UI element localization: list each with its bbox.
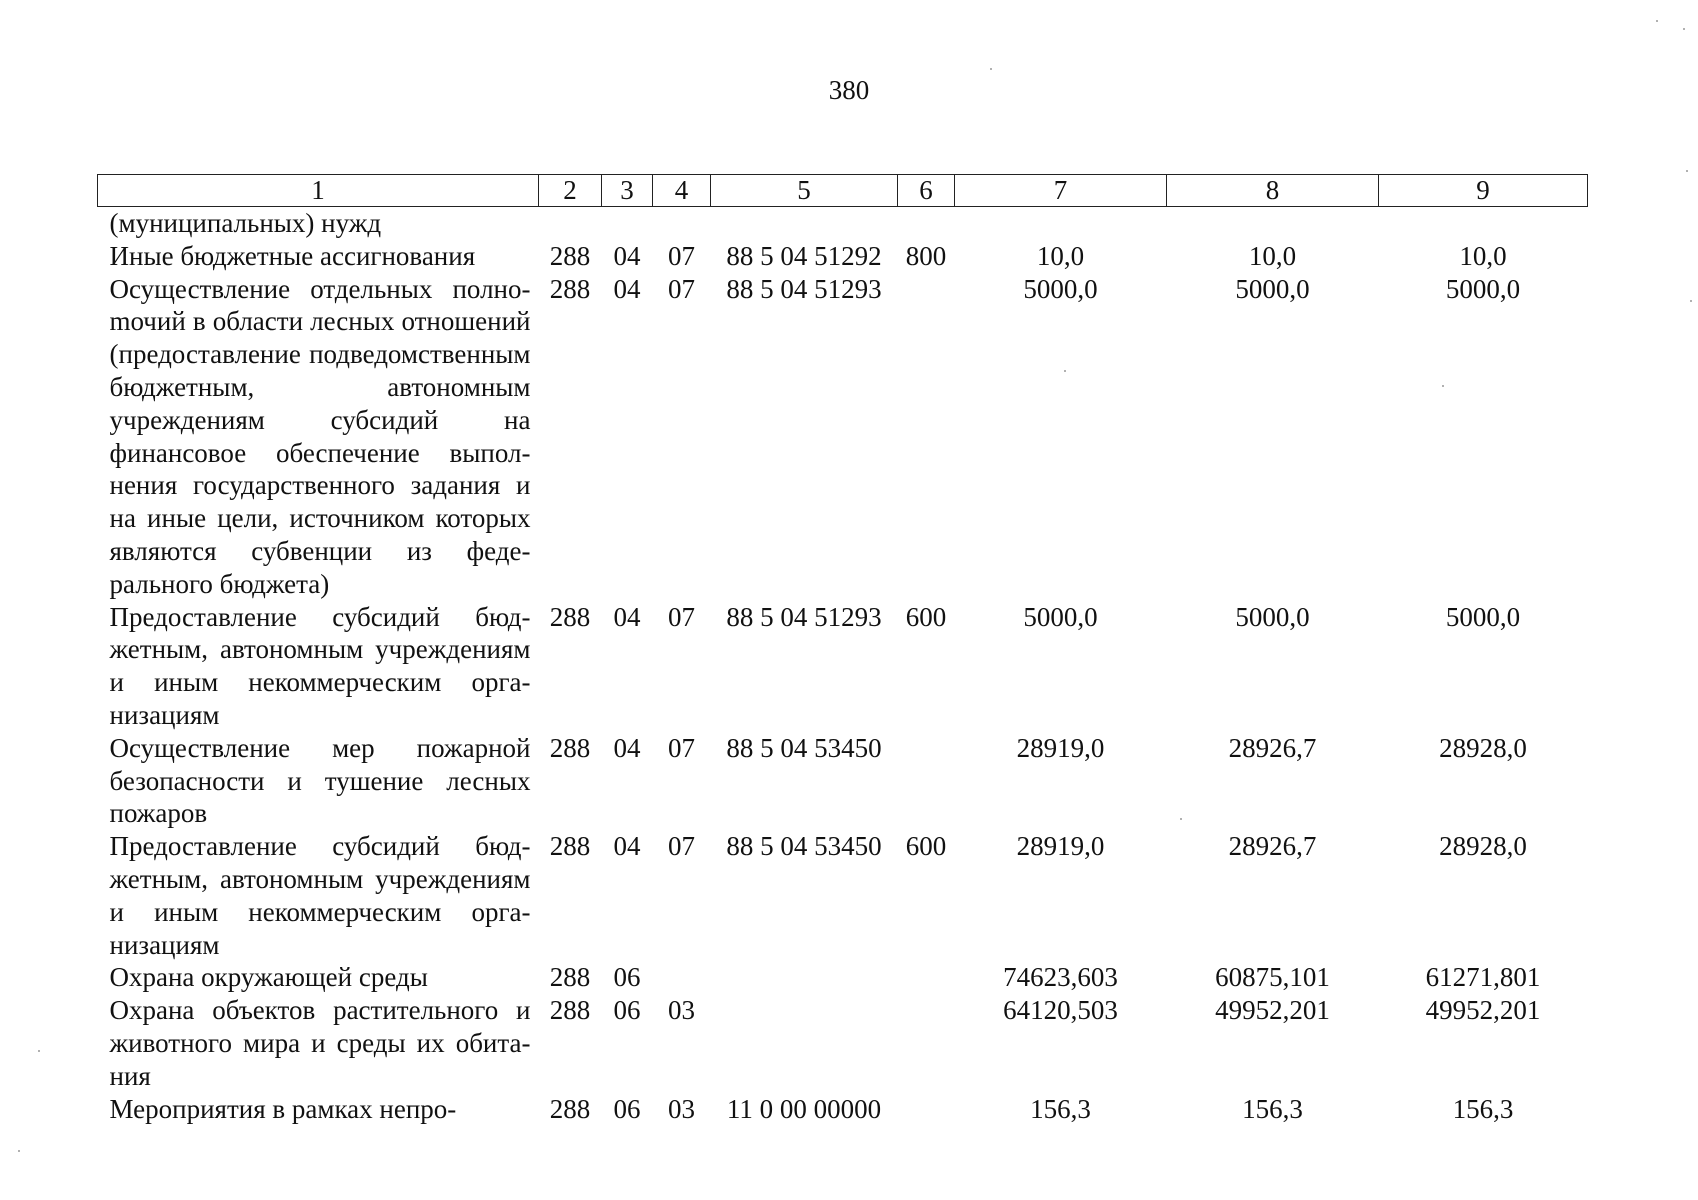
row-pr: 07 bbox=[668, 831, 695, 862]
header-col-9: 9 bbox=[1379, 175, 1588, 207]
row-csr: 11 0 00 00000 bbox=[726, 1093, 882, 1124]
row-name: Охрана окружающей среды bbox=[109, 962, 428, 993]
row-grbs: 288 bbox=[549, 601, 591, 632]
row-rz: 04 bbox=[613, 240, 641, 271]
row-amount-3: 5000,0 bbox=[1445, 601, 1521, 632]
row-csr: 88 5 04 53450 bbox=[726, 732, 882, 763]
header-col-8: 8 bbox=[1167, 175, 1379, 207]
scan-speck bbox=[1180, 818, 1182, 820]
row-vr: 600 bbox=[905, 831, 947, 862]
row-vr bbox=[898, 732, 955, 830]
header-col-2: 2 bbox=[539, 175, 602, 207]
row-csr bbox=[711, 994, 898, 1092]
header-col-3: 3 bbox=[602, 175, 653, 207]
table-row bbox=[98, 732, 1588, 830]
row-amount-2: 10,0 bbox=[1248, 240, 1297, 271]
header-col-6: 6 bbox=[898, 175, 955, 207]
row-amount-2: 28926,7 bbox=[1228, 732, 1317, 763]
header-col-1: 1 bbox=[98, 175, 539, 207]
scan-speck bbox=[1442, 385, 1444, 387]
row-grbs: 288 bbox=[549, 962, 591, 993]
row-csr: 88 5 04 51293 bbox=[726, 273, 882, 304]
table-row bbox=[98, 601, 1588, 732]
table-row bbox=[98, 207, 1588, 240]
row-name: Иные бюджетные ассигнования bbox=[109, 240, 476, 271]
row-vr: 800 bbox=[905, 240, 947, 271]
row-amount-1 bbox=[955, 207, 1167, 240]
row-grbs bbox=[539, 207, 602, 240]
row-vr: 600 bbox=[905, 601, 947, 632]
row-amount-1: 5000,0 bbox=[1023, 601, 1098, 632]
row-amount-3: 5000,0 bbox=[1445, 273, 1521, 304]
row-pr bbox=[653, 207, 711, 240]
budget-table bbox=[97, 174, 1588, 1125]
row-grbs: 288 bbox=[549, 1093, 591, 1124]
row-amount-2: 49952,201 bbox=[1215, 995, 1330, 1026]
row-pr: 03 bbox=[668, 1093, 695, 1124]
scan-speck bbox=[990, 68, 992, 70]
row-amount-1: 28919,0 bbox=[1016, 732, 1105, 763]
row-csr bbox=[711, 961, 898, 994]
row-amount-1: 64120,503 bbox=[1003, 995, 1118, 1026]
scan-speck bbox=[1683, 28, 1685, 30]
row-amount-2 bbox=[1167, 207, 1379, 240]
row-rz bbox=[602, 207, 653, 240]
row-grbs: 288 bbox=[549, 240, 591, 271]
row-name: Осуществление отдельных полноmочий в области лесных отношений (предоставление подведомственным бюджетным, автономным учреждениям субсидий на финансовое обеспечение выполнения государственного задания и на иные цели, источником которых являются субвенции из федерального бюджета) bbox=[109, 273, 531, 599]
row-amount-3: 10,0 bbox=[1459, 240, 1507, 271]
row-vr bbox=[898, 1093, 955, 1126]
row-grbs: 288 bbox=[549, 995, 591, 1026]
row-amount-2: 156,3 bbox=[1242, 1093, 1303, 1124]
row-amount-1: 28919,0 bbox=[1016, 831, 1105, 862]
row-pr: 07 bbox=[668, 240, 695, 271]
row-name: (муниципальных) нужд bbox=[109, 208, 382, 238]
scan-speck bbox=[38, 1050, 40, 1052]
scan-speck bbox=[1656, 20, 1658, 22]
row-name: Предоставление субсидий бюджетным, автономным учреждениям и иным некоммерческим организациям bbox=[109, 831, 531, 960]
table-row bbox=[98, 961, 1588, 994]
row-pr: 07 bbox=[668, 601, 695, 632]
header-col-7: 7 bbox=[955, 175, 1167, 207]
row-grbs: 288 bbox=[549, 273, 591, 304]
scan-speck bbox=[1064, 370, 1066, 372]
scan-speck bbox=[18, 1150, 20, 1152]
row-rz: 06 bbox=[613, 962, 641, 993]
row-pr: 03 bbox=[668, 995, 695, 1026]
row-name: Мероприятия в рамках непро- bbox=[109, 1093, 457, 1124]
table-row bbox=[98, 994, 1588, 1092]
row-amount-2: 60875,101 bbox=[1215, 962, 1330, 993]
row-amount-2: 5000,0 bbox=[1235, 273, 1310, 304]
scan-speck bbox=[1686, 170, 1688, 172]
row-amount-2: 5000,0 bbox=[1235, 601, 1310, 632]
row-csr bbox=[711, 207, 898, 240]
table-row bbox=[98, 1093, 1588, 1126]
row-amount-3: 28928,0 bbox=[1439, 831, 1527, 862]
scan-speck bbox=[1690, 300, 1692, 302]
row-amount-3: 61271,801 bbox=[1425, 962, 1541, 993]
row-grbs: 288 bbox=[549, 831, 591, 862]
row-name: Осуществление мер пожарной безопасности и тушение лесных пожаров bbox=[109, 732, 531, 829]
header-col-4: 4 bbox=[653, 175, 711, 207]
row-rz: 04 bbox=[613, 831, 641, 862]
row-amount-1: 74623,603 bbox=[1003, 962, 1118, 993]
row-pr bbox=[653, 961, 711, 994]
row-grbs: 288 bbox=[549, 732, 591, 763]
row-name: Предоставление субсидий бюджетным, автономным учреждениям и иным некоммерческим организациям bbox=[109, 601, 531, 730]
row-amount-1: 156,3 bbox=[1030, 1093, 1091, 1124]
row-amount-1: 5000,0 bbox=[1023, 273, 1098, 304]
row-vr bbox=[898, 207, 955, 240]
table-row bbox=[98, 830, 1588, 961]
page-number: 380 bbox=[828, 75, 870, 105]
table-row bbox=[98, 273, 1588, 601]
row-amount-1: 10,0 bbox=[1036, 240, 1085, 271]
row-csr: 88 5 04 51292 bbox=[726, 240, 882, 271]
row-amount-2: 28926,7 bbox=[1228, 831, 1317, 862]
row-amount-3: 28928,0 bbox=[1439, 732, 1527, 763]
row-pr: 07 bbox=[668, 273, 695, 304]
row-pr: 07 bbox=[668, 732, 695, 763]
row-rz: 04 bbox=[613, 732, 641, 763]
row-amount-3: 156,3 bbox=[1452, 1093, 1514, 1124]
header-col-5: 5 bbox=[711, 175, 898, 207]
row-csr: 88 5 04 51293 bbox=[726, 601, 882, 632]
row-rz: 06 bbox=[613, 995, 641, 1026]
header-row bbox=[98, 175, 1588, 207]
row-rz: 04 bbox=[613, 601, 641, 632]
row-rz: 06 bbox=[613, 1093, 641, 1124]
row-csr: 88 5 04 53450 bbox=[726, 831, 882, 862]
row-amount-3: 49952,201 bbox=[1425, 995, 1541, 1026]
row-vr bbox=[898, 961, 955, 994]
table-row bbox=[98, 240, 1588, 273]
row-vr bbox=[898, 273, 955, 601]
row-amount-3 bbox=[1379, 207, 1588, 240]
row-rz: 04 bbox=[613, 273, 641, 304]
row-vr bbox=[898, 994, 955, 1092]
row-name: Охрана объектов растительного и животного мира и среды их обитания bbox=[109, 995, 531, 1091]
